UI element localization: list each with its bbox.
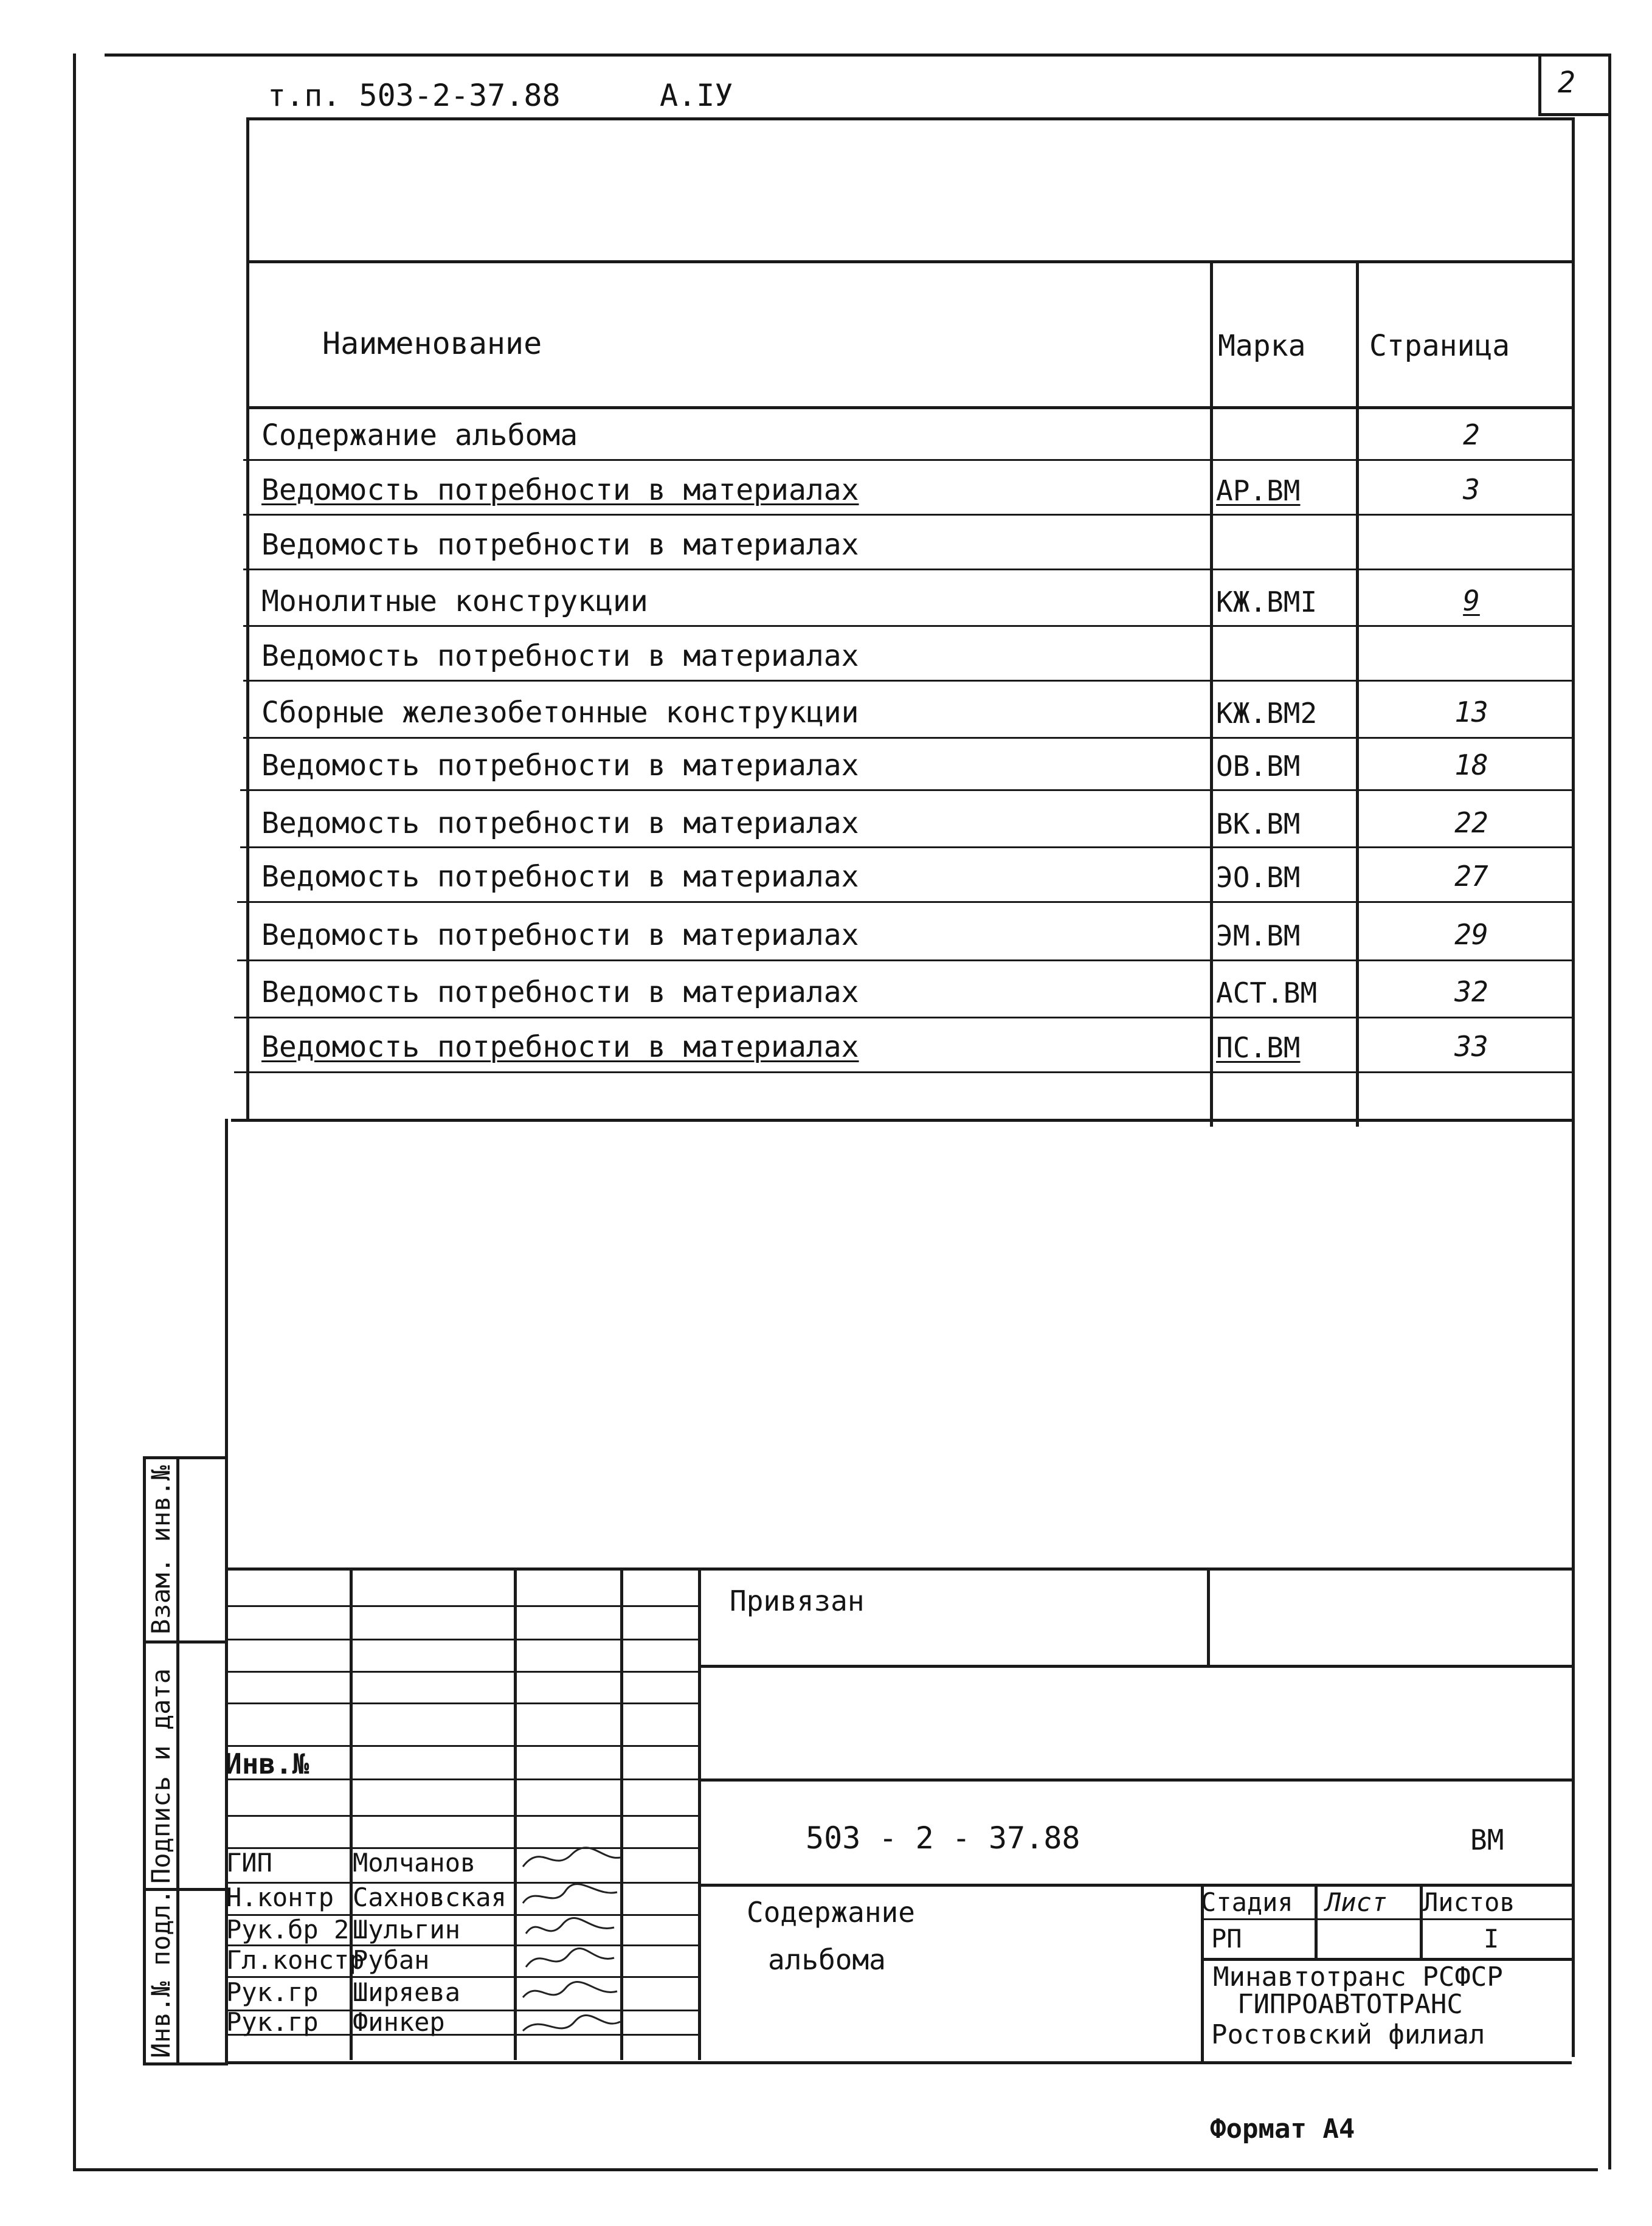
row-mark: АР.ВМ	[1216, 474, 1301, 507]
doc-mark: ВМ	[1470, 1823, 1504, 1856]
row-name: Монолитные конструкции	[261, 584, 648, 618]
frame-right	[1608, 54, 1611, 2169]
attached-label: Привязан	[730, 1585, 865, 1617]
sheet-label: Лист	[1325, 1887, 1388, 1917]
side-stamp-top	[143, 1456, 228, 1459]
inner-top	[246, 117, 1572, 120]
tb-stage-col	[1315, 1884, 1318, 1960]
frame-left	[73, 54, 76, 2169]
side-label-replaced-inv: Взам. инв.№	[146, 1465, 176, 1634]
side-label-signature-date: Подпись и дата	[146, 1668, 176, 1884]
sheets-value: I	[1484, 1924, 1499, 1954]
row-name: Ведомость потребности в материалах	[261, 975, 859, 1009]
row-page: 3	[1463, 473, 1480, 506]
tb-stage-line	[1201, 1958, 1572, 1961]
title-block-bottom	[225, 2061, 1572, 2064]
row-mark: КЖ.ВМ2	[1216, 697, 1318, 730]
sheet-box-bottom	[1538, 113, 1610, 116]
row-name: Ведомость потребности в материалах	[261, 1030, 859, 1064]
row-mark: АСТ.ВМ	[1216, 976, 1318, 1009]
signature-scribbles	[517, 1836, 626, 2055]
row-line	[234, 1017, 1572, 1018]
sheets-label: Листов	[1423, 1887, 1515, 1917]
inner-right	[1572, 117, 1575, 2057]
row-page: 2	[1463, 418, 1480, 451]
row-line	[243, 625, 1572, 627]
row-mark: ЭО.ВМ	[1216, 861, 1301, 894]
sheet-number: 2	[1558, 66, 1575, 100]
stage-label: Стадия	[1201, 1887, 1293, 1917]
table-row	[249, 575, 1569, 623]
side-label-orig-inv: Инв.№ подл.	[146, 1889, 176, 2058]
tb-stage-line	[1201, 1918, 1572, 1920]
table-row	[249, 739, 1569, 787]
role-4: Гл.констр	[226, 1945, 365, 1975]
role-5: Рук.гр	[226, 1977, 319, 2007]
row-name: Сборные железобетонные конструкции	[261, 696, 859, 730]
tb-row-line	[225, 1745, 699, 1747]
name-5: Ширяева	[353, 1977, 461, 2007]
row-name: Ведомость потребности в материалах	[261, 748, 859, 783]
row-line	[243, 569, 1572, 570]
name-4: Рубан	[353, 1945, 430, 1975]
row-name: Ведомость потребности в материалах	[261, 918, 859, 952]
table-bottom	[231, 1119, 1572, 1122]
doc-title-line2: альбома	[768, 1943, 886, 1976]
row-mark: ПС.ВМ	[1216, 1031, 1301, 1064]
row-line	[243, 514, 1572, 516]
table-row	[249, 908, 1569, 957]
row-page: 18	[1454, 748, 1488, 781]
tb-row-line	[225, 1605, 699, 1607]
tb-attached-divider	[1207, 1568, 1210, 1666]
table-row	[249, 966, 1569, 1014]
row-mark: ЭМ.ВМ	[1216, 919, 1301, 952]
role-3: Рук.бр 2	[226, 1915, 350, 1944]
row-name: Ведомость потребности в материалах	[261, 473, 859, 507]
side-stamp-bottom	[143, 2062, 228, 2065]
header-page: Страница	[1369, 329, 1510, 363]
table-row	[249, 629, 1569, 678]
tb-col	[698, 1568, 701, 2060]
row-name: Ведомость потребности в материалах	[261, 806, 859, 840]
row-line	[237, 959, 1572, 961]
row-line	[240, 789, 1572, 791]
row-line	[243, 459, 1572, 461]
row-line	[237, 901, 1572, 903]
table-row	[249, 797, 1569, 845]
row-line	[234, 1071, 1572, 1073]
row-page: 29	[1454, 918, 1488, 951]
doc-title-line1: Содержание	[747, 1896, 915, 1929]
row-name: Ведомость потребности в материалах	[261, 860, 859, 894]
stage-value: РП	[1211, 1924, 1242, 1954]
table-row	[249, 518, 1569, 567]
org-line3: Ростовский филиал	[1211, 2019, 1485, 2050]
tb-row-line	[225, 1815, 699, 1817]
row-line	[240, 846, 1572, 848]
tb-attached-line	[698, 1665, 1572, 1668]
name-1: Молчанов	[353, 1848, 476, 1878]
table-row	[249, 850, 1569, 899]
table-row	[249, 1020, 1569, 1069]
sheet-box-left	[1538, 54, 1541, 114]
name-6: Финкер	[353, 2007, 445, 2037]
row-mark: ВК.ВМ	[1216, 807, 1301, 840]
header-mark: Марка	[1218, 329, 1306, 363]
table-row	[249, 463, 1569, 512]
org-line1: Минавтотранс РСФСР	[1213, 1962, 1503, 1993]
row-page: 9	[1463, 584, 1480, 617]
header-name: Наименование	[322, 326, 542, 361]
tb-title-line	[698, 1884, 1572, 1887]
frame-top	[105, 54, 1611, 57]
frame-bottom	[73, 2168, 1598, 2171]
side-stamp-mid	[176, 1456, 179, 2064]
tb-row-line	[225, 1639, 699, 1640]
name-3: Шульгин	[353, 1915, 461, 1944]
row-name: Ведомость потребности в материалах	[261, 528, 859, 562]
row-name: Ведомость потребности в материалах	[261, 639, 859, 673]
tb-row-line	[225, 1702, 699, 1704]
row-mark: ОВ.ВМ	[1216, 750, 1301, 783]
row-page: 27	[1454, 860, 1488, 893]
inv-number-label: Инв.№	[225, 1747, 309, 1780]
role-6: Рук.гр	[226, 2007, 319, 2037]
name-2: Сахновская	[353, 1882, 506, 1912]
tb-code-line	[698, 1778, 1572, 1782]
album-number: А.IУ	[660, 78, 733, 113]
row-page: 22	[1454, 806, 1488, 839]
row-mark: КЖ.ВМI	[1216, 586, 1318, 618]
table-row	[249, 686, 1569, 735]
row-page: 13	[1454, 696, 1488, 728]
tb-row-line	[225, 1671, 699, 1673]
side-stamp-line	[143, 1640, 228, 1644]
doc-code: 503 - 2 - 37.88	[806, 1820, 1080, 1856]
format-label: Формат А4	[1210, 2114, 1355, 2145]
role-1: ГИП	[226, 1848, 272, 1878]
project-code: т.п. 503-2-37.88	[268, 78, 561, 113]
row-name: Содержание альбома	[261, 418, 578, 452]
table-row	[249, 409, 1569, 457]
role-2: Н.контр	[226, 1882, 334, 1912]
title-block-top	[225, 1568, 1572, 1571]
table-top	[246, 260, 1572, 263]
row-line	[243, 680, 1572, 682]
row-page: 32	[1454, 975, 1488, 1008]
row-page: 33	[1454, 1030, 1488, 1063]
org-line2: ГИПРОАВТОТРАНС	[1237, 1989, 1463, 2020]
